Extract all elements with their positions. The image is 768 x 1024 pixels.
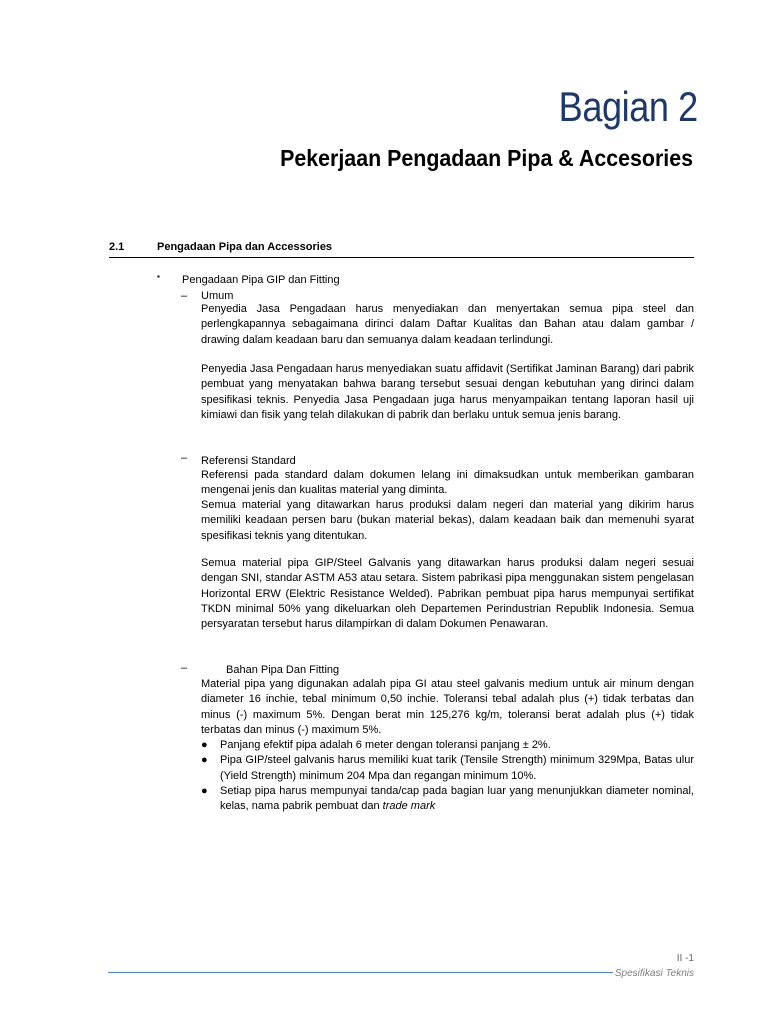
list-item: [201, 753, 694, 784]
chapter-number: Bagian 2: [558, 83, 698, 130]
bullet-dot-icon: ●: [201, 784, 208, 797]
list-item: [201, 784, 694, 815]
chapter-title: Pekerjaan Pengadaan Pipa & Accesories: [280, 145, 693, 171]
paragraph-text: Penyedia Jasa Pengadaan harus menyediakan suatu affidavit (Sertifikat Jaminan Barang) dari pabrik pembuat yang menyatakan bahwa barang tersebut sesuai dengan kebutuhan yang dirinci dalam spesifikasi teknis. Penyedia Jasa Pengadaan juga harus menyampaikan tentang laporan hasil uji kimiawi dan fisik yang telah dilakukan di pabrik dan berlaku untuk semua jenis barang.: [201, 363, 694, 421]
list-item-text: Setiap pipa harus mempunyai tanda/cap pada bagian luar yang menunjukkan diameter nominal, kelas, nama pabrik pembuat dan: [220, 784, 694, 813]
paragraph-text: Semua material pipa GIP/Steel Galvanis yang ditawarkan harus produksi dalam negeri sesuai dengan SNI, standar ASTM A53 atau setara. Sistem pabrikasi pipa menggunakan sistem pengelasan Horizontal ERW (Elektric Resistance Welded). Pabrikan pembuat pipa harus mempunyai sertifikat TKDN minimal 50% yang dikeluarkan oleh Departemen Perindustrian Republik Indonesia. Semua persyaratan tersebut harus dilampirkan di dalam Dokumen Penawaran.: [201, 557, 694, 631]
bullet-dot-icon: ●: [201, 754, 208, 767]
section-heading: [109, 240, 694, 258]
footer-divider: [108, 972, 694, 973]
item-label: Pengadaan Pipa GIP dan Fitting: [182, 274, 340, 286]
dash-icon: –: [181, 452, 188, 464]
section-number: 2.1: [109, 241, 125, 253]
bahan-paragraph: [201, 677, 694, 738]
bahan-bullet-list: [201, 738, 694, 814]
trade-mark-text: trade mark: [382, 800, 436, 813]
subsection-label-referensi: Referensi Standard: [201, 455, 296, 467]
paragraph-text: Penyedia Jasa Pengadaan harus menyediakan dan menyertakan semua pipa steel dan perlengkapannya sebagaimana dirinci dalam Daftar Kualitas dan Bahan atau dalam gambar / drawing dalam keadaan baru dan semuanya dalam keadaan terlindungi.: [201, 303, 694, 346]
dash-icon: –: [181, 290, 188, 302]
referensi-paragraph-2: [201, 498, 694, 544]
paragraph-text: Material pipa yang digunakan adalah pipa GI atau steel galvanis medium untuk air minum dengan diameter 16 inchie, tebal minimum 0,50 inchie. Toleransi tebal adalah plus (+) tidak terbatas dan minus (-) maximum 5%. Dengan berat min 125,276 kg/m, toleransi berat adalah plus (+) tidak terbatas dan minus (-) maximum 5%.: [201, 678, 694, 736]
subsection-label-umum: Umum: [201, 290, 234, 302]
dash-icon: –: [181, 662, 188, 674]
square-bullet-icon: ▪: [157, 272, 160, 281]
subsection-label-bahan: Bahan Pipa Dan Fitting: [226, 664, 340, 676]
paragraph-text: Semua material yang ditawarkan harus produksi dalam negeri dan material yang dikirim harus memiliki keadaan persen baru (bukan material bekas), dalam keadaan baik dan memenuhi syarat spesifikasi teknis yang ditentukan.: [201, 499, 694, 542]
paragraph-text: Referensi pada standard dalam dokumen lelang ini dimaksudkan untuk memberikan gambaran mengenai jenis dan kualitas material yang diminta.: [201, 469, 694, 497]
umum-paragraph-1: [201, 302, 694, 348]
referensi-paragraph-3: [201, 556, 694, 632]
page-number: II -1: [676, 953, 694, 964]
umum-paragraph-2: [201, 362, 694, 423]
list-item-text: Panjang efektif pipa adalah 6 meter dengan toleransi panjang ± 2%.: [220, 739, 551, 751]
bullet-dot-icon: ●: [201, 739, 208, 751]
list-item: [201, 738, 694, 753]
section-title: Pengadaan Pipa dan Accessories: [157, 241, 333, 253]
referensi-paragraph-1: [201, 468, 694, 499]
footer-text: Spesifikasi Teknis: [614, 968, 694, 979]
list-item-text: Pipa GIP/steel galvanis harus memiliki kuat tarik (Tensile Strength) minimum 329Mpa, Batas ulur (Yield Strength) minimum 204 Mpa dan regangan minimum 10%.: [220, 754, 694, 782]
